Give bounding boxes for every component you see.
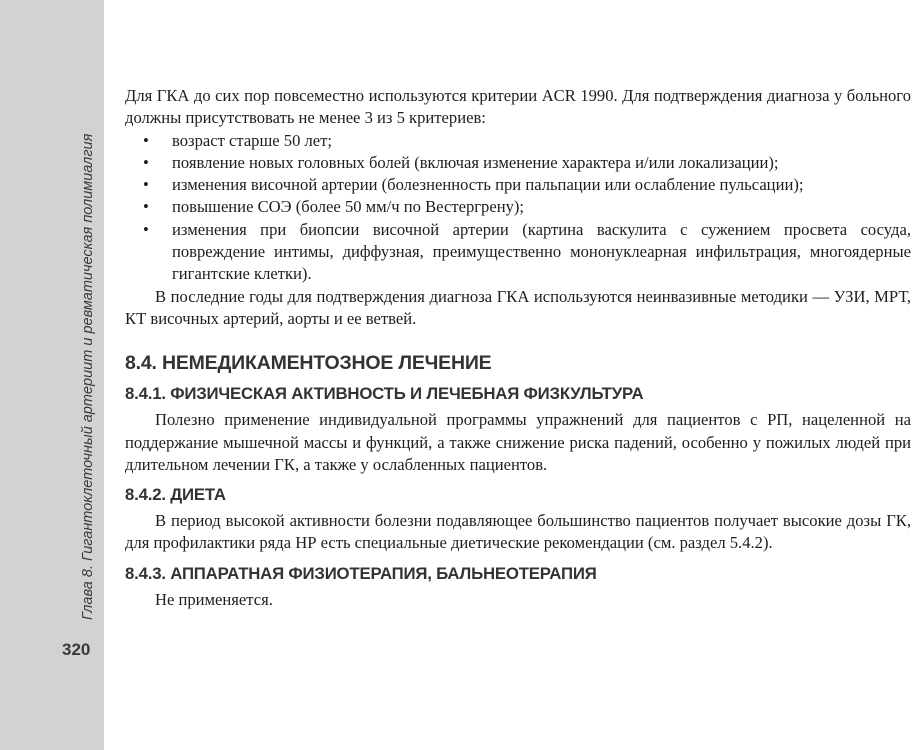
criteria-item: • повышение СОЭ (более 50 мм/ч по Вестергрену); [125, 196, 911, 218]
criteria-item: • изменения височной артерии (болезненность при пальпации или ослабление пульсации); [125, 174, 911, 196]
criteria-item: • изменения при биопсии височной артерии (картина васкулита с сужением просвета сосуда, повреждение интимы, диффузная, преимущественно мононуклеарная инфильтрация, многоядерные гигантские клетки). [125, 219, 911, 286]
page-number: 320 [62, 640, 91, 659]
closing-paragraph: В последние годы для подтверждения диагноза ГКА используются неинвазивные методики — УЗИ, МРТ, КТ височных артерий, аорты и ее ветвей. [125, 286, 911, 328]
subsection-heading-physical: 8.4.1. ФИЗИЧЕСКАЯ АКТИВНОСТЬ И ЛЕЧЕБНАЯ ФИЗКУЛЬТУРА [125, 384, 644, 404]
subsection-text-physical: Полезно применение индивидуальной программы упражнений для пациентов с РП, нацеленной на поддержание мышечной массы и функций, а также снижение риска падений, особенно у пожилых людей при длительном лечении ГК, а также у ослабленных пациентов. [125, 410, 911, 474]
subsection-text-diet: В период высокой активности болезни подавляющее большинство пациентов получает высокие дозы ГК, для профилактики ряда НР есть специальные диетические рекомендации (см. раздел 5.4.2). [125, 511, 911, 553]
subsection-text-physiotherapy: Не применяется. [155, 589, 273, 609]
section-heading: 8.4. НЕМЕДИКАМЕНТОЗНОЕ ЛЕЧЕНИЕ [125, 352, 492, 375]
criteria-list [125, 130, 911, 286]
running-head: Глава 8. Гигантоклеточный артериит и ревматическая полимиалгия [80, 133, 96, 620]
intro-paragraph: Для ГКА до сих пор повсеместно используются критерии ACR 1990. Для подтверждения диагноза у больного должны присутствовать не менее 3 из 5 критериев: [125, 86, 911, 128]
subsection-heading-diet: 8.4.2. ДИЕТА [125, 485, 226, 505]
page-margin-bar [0, 0, 104, 750]
page-body [125, 85, 911, 611]
subsection-heading-physiotherapy: 8.4.3. АППАРАТНАЯ ФИЗИОТЕРАПИЯ, БАЛЬНЕОТЕРАПИЯ [125, 563, 597, 583]
criteria-item: • появление новых головных болей (включая изменение характера и/или локализации); [125, 152, 911, 174]
criteria-item: • возраст старше 50 лет; [125, 130, 911, 152]
